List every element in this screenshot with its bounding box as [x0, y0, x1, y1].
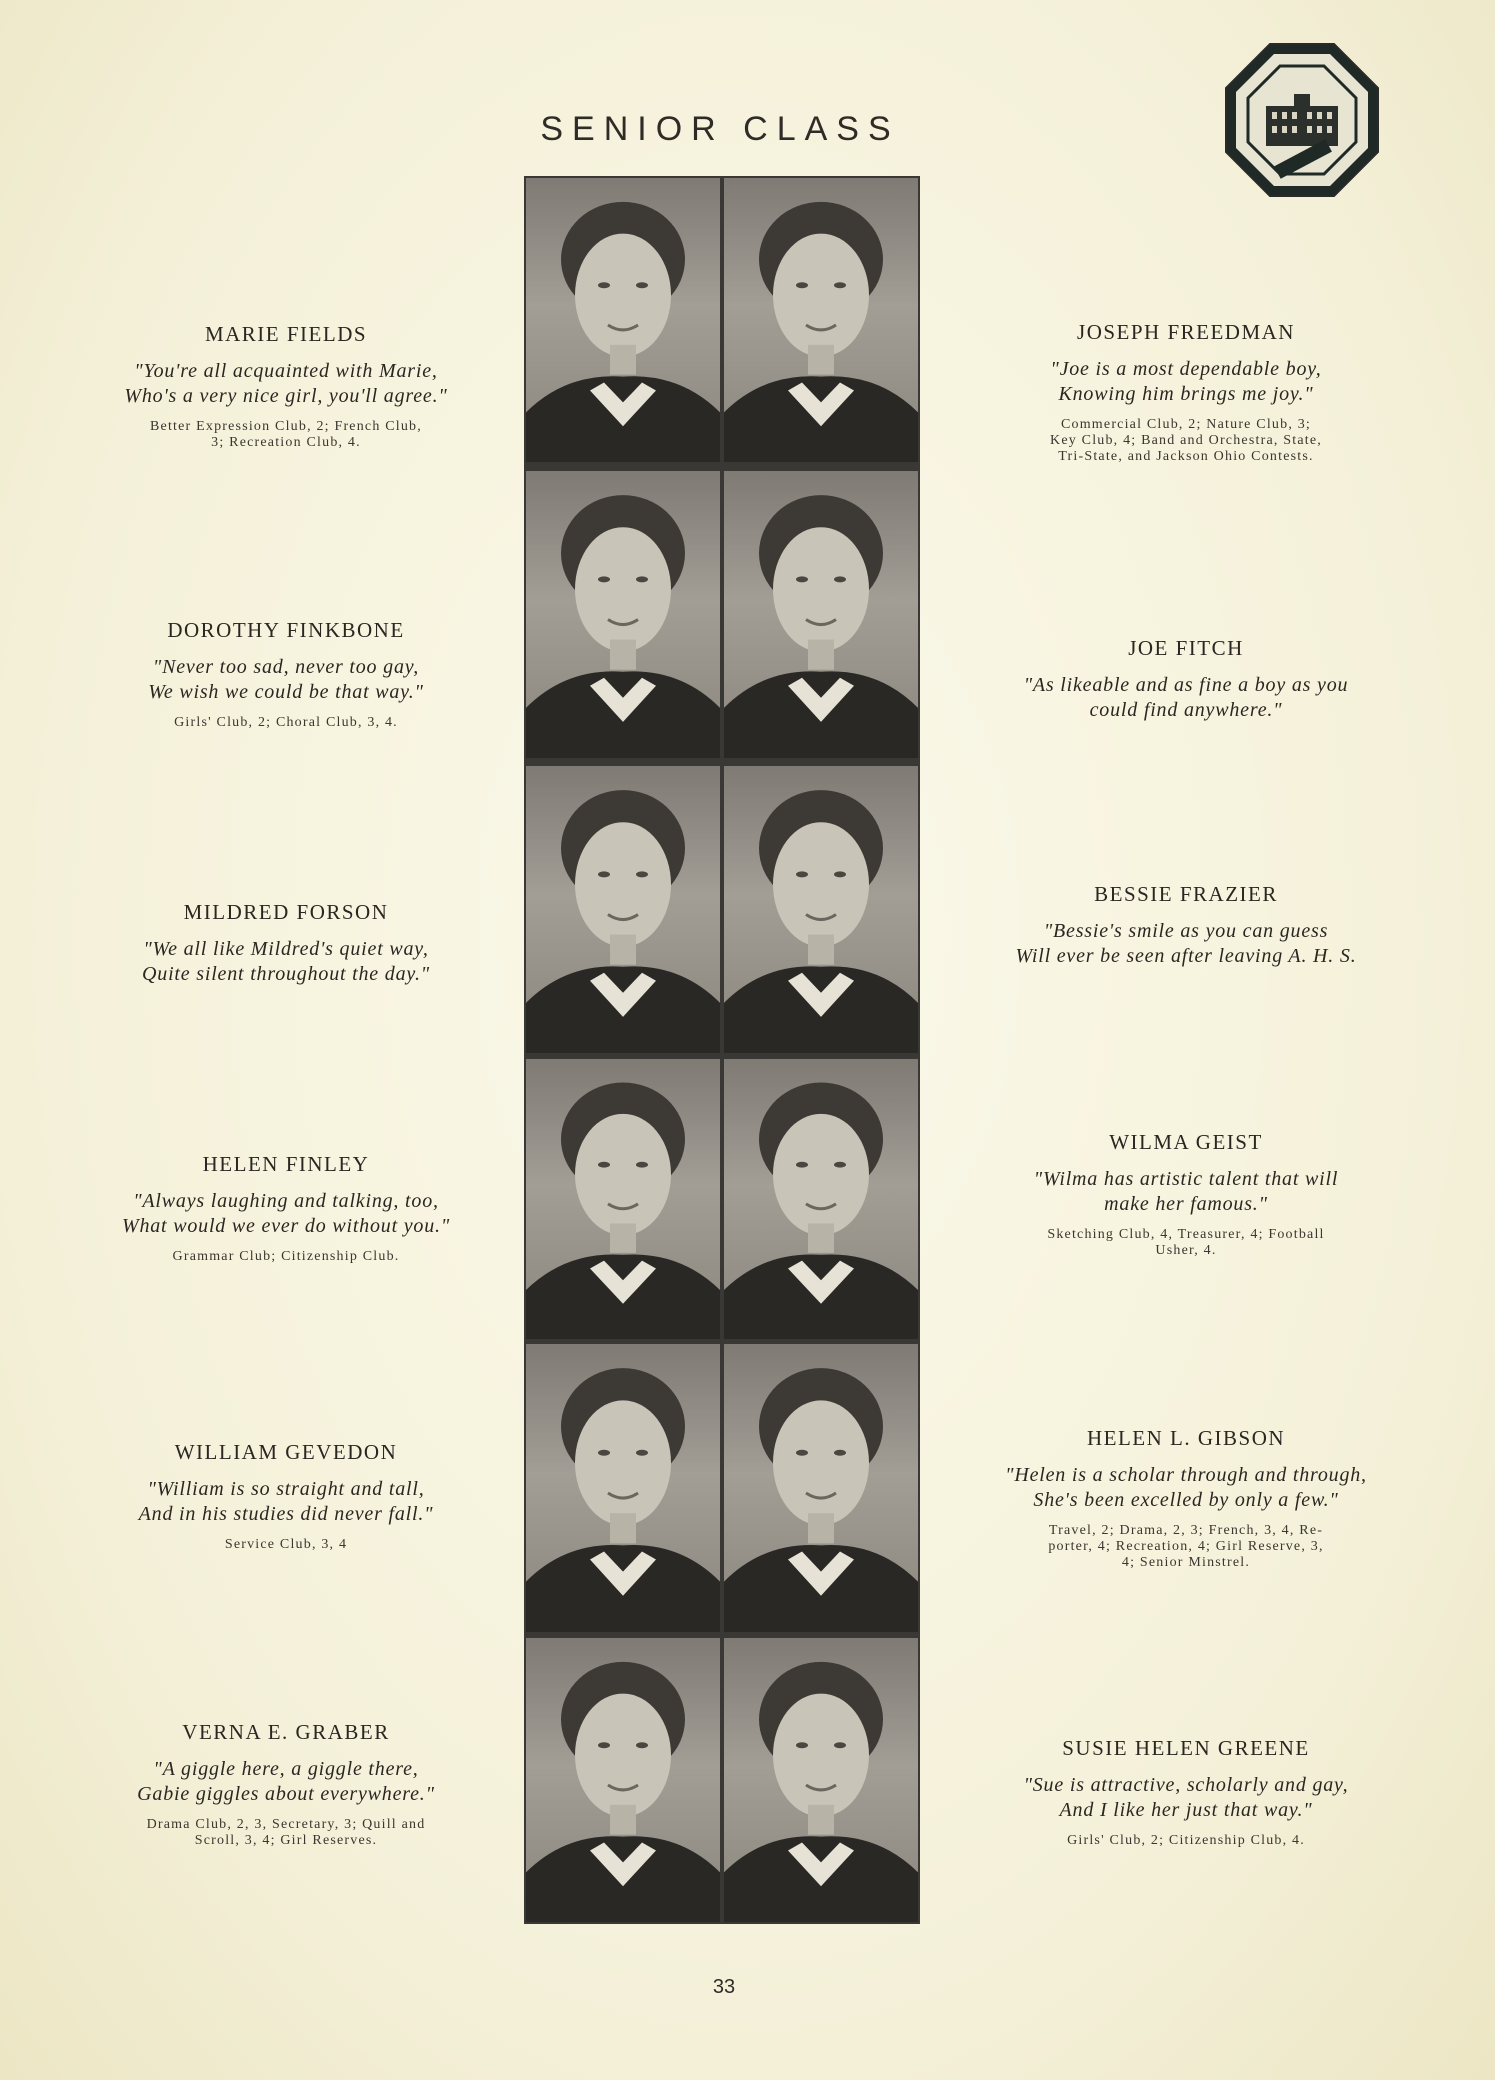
- senior-entry: [66, 322, 506, 451]
- student-name: HELEN FINLEY: [202, 1152, 370, 1176]
- student-activities: Drama Club, 2, 3, Secretary, 3; Quill and Scroll, 3, 4; Girl Reserves.: [146, 1817, 426, 1848]
- senior-entry: [66, 900, 506, 997]
- student-quote: "William is so straight and tall, And in his studies did never fall.": [138, 1478, 434, 1525]
- portrait-photo: [526, 178, 720, 462]
- senior-entry: [966, 1130, 1406, 1259]
- student-name: MARIE FIELDS: [204, 322, 368, 346]
- student-name: BESSIE FRAZIER: [1094, 882, 1278, 906]
- student-name: DOROTHY FINKBONE: [167, 618, 405, 642]
- senior-entry: [966, 882, 1406, 979]
- student-activities: Sketching Club, 4, Treasurer, 4; Football Usher, 4.: [1047, 1227, 1325, 1258]
- senior-entry: [966, 1736, 1406, 1849]
- senior-entry: [66, 618, 506, 731]
- student-name: JOE FITCH: [1128, 636, 1244, 660]
- student-activities: Commercial Club, 2; Nature Club, 3; Key Club, 4; Band and Orchestra, State, Tri-State, and Jackson Ohio Contests.: [1050, 417, 1322, 464]
- page-title: SENIOR CLASS: [540, 110, 900, 148]
- student-activities: Girls' Club, 2; Choral Club, 3, 4.: [174, 715, 398, 730]
- student-quote: "Bessie's smile as you can guess Will ever be seen after leaving A. H. S.: [1015, 920, 1357, 967]
- school-seal-icon: [1222, 40, 1382, 200]
- student-quote: "Joe is a most dependable boy, Knowing him brings me joy.": [1050, 358, 1322, 405]
- student-quote: "Wilma has artistic talent that will make her famous.": [1033, 1168, 1339, 1215]
- portrait-photo: [526, 1638, 720, 1922]
- portrait-photo: [724, 1344, 918, 1632]
- portrait-photo: [526, 766, 720, 1053]
- student-name: JOSEPH FREEDMAN: [1077, 320, 1295, 344]
- student-name: SUSIE HELEN GREENE: [1062, 1736, 1310, 1760]
- student-name: WILLIAM GEVEDON: [174, 1440, 398, 1464]
- student-name: HELEN L. GIBSON: [1086, 1426, 1286, 1450]
- portrait-photo: [526, 1344, 720, 1632]
- senior-entry: [66, 1720, 506, 1849]
- student-activities: Girls' Club, 2; Citizenship Club, 4.: [1067, 1833, 1305, 1848]
- portrait-photo: [724, 471, 918, 758]
- student-quote: "A giggle here, a giggle there, Gabie giggles about everywhere.": [137, 1758, 435, 1805]
- student-activities: Travel, 2; Drama, 2, 3; French, 3, 4, Re- porter, 4; Recreation, 4; Girl Reserve, 3, 4; Senior Minstrel.: [1048, 1523, 1324, 1570]
- portrait-photo: [724, 1059, 918, 1339]
- senior-entry: [66, 1440, 506, 1553]
- senior-entry: [966, 636, 1406, 733]
- student-name: VERNA E. GRABER: [182, 1720, 390, 1744]
- student-quote: "You're all acquainted with Marie, Who's a very nice girl, you'll agree.": [124, 360, 448, 407]
- portrait-column: [524, 176, 920, 1924]
- portrait-photo: [724, 766, 918, 1053]
- student-quote: "Never too sad, never too gay, We wish we could be that way.": [148, 656, 424, 703]
- student-activities: Service Club, 3, 4: [224, 1537, 348, 1552]
- portrait-photo: [724, 178, 918, 462]
- student-quote: "Always laughing and talking, too, What would we ever do without you.": [121, 1190, 451, 1237]
- portrait-photo: [724, 1638, 918, 1922]
- student-quote: "We all like Mildred's quiet way, Quite silent throughout the day.": [142, 938, 430, 985]
- senior-entry: [966, 1426, 1406, 1571]
- student-quote: "Sue is attractive, scholarly and gay, And I like her just that way.": [1023, 1774, 1349, 1821]
- student-name: MILDRED FORSON: [183, 900, 389, 924]
- portrait-photo: [526, 1059, 720, 1339]
- student-name: WILMA GEIST: [1109, 1130, 1263, 1154]
- senior-entry: [66, 1152, 506, 1265]
- student-activities: Better Expression Club, 2; French Club, 3; Recreation Club, 4.: [150, 419, 422, 450]
- senior-entry: [966, 320, 1406, 465]
- student-activities: Grammar Club; Citizenship Club.: [172, 1249, 400, 1264]
- portrait-photo: [526, 471, 720, 758]
- student-quote: "Helen is a scholar through and through, She's been excelled by only a few.": [1005, 1464, 1367, 1511]
- page-number: 33: [712, 1976, 736, 1998]
- student-quote: "As likeable and as fine a boy as you could find anywhere.": [1023, 674, 1349, 721]
